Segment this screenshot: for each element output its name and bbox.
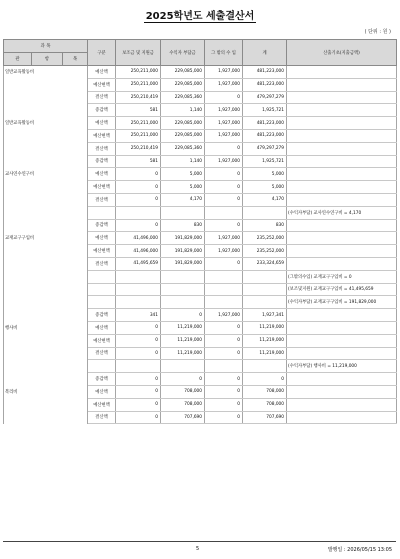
- category-cell: [4, 142, 88, 155]
- table-row: [4, 347, 397, 360]
- table-row: [4, 321, 397, 334]
- other-income-cell: 0: [205, 321, 243, 334]
- category-cell: [4, 296, 88, 309]
- header-hang: 항: [32, 53, 63, 66]
- total-cell: 11,219,000: [243, 321, 287, 334]
- kind-cell: 예산현액: [88, 334, 116, 347]
- other-income-cell: 0: [205, 142, 243, 155]
- kind-cell: 증감액: [88, 104, 116, 117]
- kind-cell: 결산액: [88, 142, 116, 155]
- expenditure-settlement-table: [3, 39, 397, 424]
- grant-cell: 0: [116, 181, 161, 194]
- kind-cell: 예산현액: [88, 129, 116, 142]
- other-income-cell: 1,927,000: [205, 117, 243, 130]
- table-row: [4, 181, 397, 194]
- table-row: [4, 296, 397, 309]
- beneficiary-cell: 191,829,000: [161, 245, 205, 258]
- kind-cell: 결산액: [88, 347, 116, 360]
- basis-cell: [287, 129, 397, 142]
- category-cell: 행사비: [4, 321, 88, 334]
- other-income-cell: 1,927,000: [205, 104, 243, 117]
- kind-cell: 결산액: [88, 411, 116, 424]
- category-cell: 복리비: [4, 385, 88, 398]
- table-row: [4, 142, 397, 155]
- grant-cell: 0: [116, 398, 161, 411]
- table-row: [4, 66, 397, 79]
- beneficiary-cell: 4,170: [161, 193, 205, 206]
- total-cell: [243, 360, 287, 373]
- other-income-cell: 0: [205, 91, 243, 104]
- beneficiary-cell: 229,085,000: [161, 129, 205, 142]
- category-cell: [4, 155, 88, 168]
- basis-cell: (보조및지원) 교재교구구입비 = 41,495,659: [287, 283, 397, 296]
- kind-cell: 결산액: [88, 193, 116, 206]
- table-row: [4, 193, 397, 206]
- total-cell: 11,219,000: [243, 334, 287, 347]
- category-cell: [4, 245, 88, 258]
- beneficiary-cell: 1,140: [161, 104, 205, 117]
- grant-cell: 0: [116, 373, 161, 386]
- basis-cell: [287, 91, 397, 104]
- table-row: [4, 91, 397, 104]
- total-cell: 1,925,721: [243, 104, 287, 117]
- other-income-cell: 1,927,000: [205, 66, 243, 79]
- kind-cell: 증감액: [88, 373, 116, 386]
- beneficiary-cell: 229,085,360: [161, 91, 205, 104]
- category-cell: [4, 270, 88, 283]
- header-category: 과 목: [4, 40, 88, 53]
- kind-cell: 예산현액: [88, 245, 116, 258]
- other-income-cell: 0: [205, 347, 243, 360]
- beneficiary-cell: [161, 206, 205, 219]
- basis-cell: [287, 66, 397, 79]
- header-other-income: 그 밖의 수 입: [205, 40, 243, 66]
- category-cell: [4, 257, 88, 270]
- kind-cell: 예산액: [88, 168, 116, 181]
- grant-cell: 0: [116, 385, 161, 398]
- basis-cell: [287, 168, 397, 181]
- beneficiary-cell: 229,085,360: [161, 142, 205, 155]
- beneficiary-cell: [161, 360, 205, 373]
- grant-cell: 0: [116, 219, 161, 232]
- document-title: [0, 7, 400, 22]
- grant-cell: 0: [116, 193, 161, 206]
- header-basis: 산출기초(지출금액): [287, 40, 397, 66]
- category-cell: [4, 398, 88, 411]
- table-row: [4, 411, 397, 424]
- total-cell: 479,297,279: [243, 142, 287, 155]
- category-cell: [4, 104, 88, 117]
- table-row: [4, 245, 397, 258]
- beneficiary-cell: 5,000: [161, 181, 205, 194]
- total-cell: [243, 206, 287, 219]
- other-income-cell: 0: [205, 193, 243, 206]
- total-cell: 0: [243, 373, 287, 386]
- kind-cell: [88, 283, 116, 296]
- total-cell: 708,000: [243, 398, 287, 411]
- other-income-cell: 0: [205, 398, 243, 411]
- table-row: [4, 104, 397, 117]
- other-income-cell: 1,927,000: [205, 78, 243, 91]
- basis-cell: [287, 155, 397, 168]
- table-row: [4, 385, 397, 398]
- total-cell: [243, 283, 287, 296]
- header-kind: 구분: [88, 40, 116, 66]
- category-cell: [4, 283, 88, 296]
- header-jang: 관: [4, 53, 32, 66]
- basis-cell: [287, 334, 397, 347]
- kind-cell: [88, 360, 116, 373]
- beneficiary-cell: 191,829,000: [161, 257, 205, 270]
- kind-cell: 예산현액: [88, 181, 116, 194]
- table-row: [4, 334, 397, 347]
- basis-cell: [287, 398, 397, 411]
- other-income-cell: [205, 296, 243, 309]
- other-income-cell: [205, 283, 243, 296]
- other-income-cell: 0: [205, 334, 243, 347]
- other-income-cell: 0: [205, 385, 243, 398]
- grant-cell: 250,210,419: [116, 91, 161, 104]
- basis-cell: [287, 245, 397, 258]
- grant-cell: 0: [116, 334, 161, 347]
- beneficiary-cell: 11,219,000: [161, 321, 205, 334]
- beneficiary-cell: 708,000: [161, 398, 205, 411]
- table-row: [4, 78, 397, 91]
- total-cell: 707,690: [243, 411, 287, 424]
- category-cell: [4, 411, 88, 424]
- table-row: [4, 117, 397, 130]
- header-grant: 보조금 및 지원금: [116, 40, 161, 66]
- category-cell: [4, 91, 88, 104]
- grant-cell: 0: [116, 321, 161, 334]
- grant-cell: [116, 283, 161, 296]
- category-cell: 일반교육활동비: [4, 66, 88, 79]
- other-income-cell: 1,927,000: [205, 309, 243, 322]
- basis-cell: (수익자부담) 교사연수연구비 = 4,170: [287, 206, 397, 219]
- category-cell: [4, 206, 88, 219]
- other-income-cell: 1,927,000: [205, 232, 243, 245]
- grant-cell: 341: [116, 309, 161, 322]
- total-cell: 5,000: [243, 181, 287, 194]
- table-row: [4, 283, 397, 296]
- beneficiary-cell: 229,085,000: [161, 117, 205, 130]
- grant-cell: 250,210,419: [116, 142, 161, 155]
- grant-cell: 250,211,000: [116, 66, 161, 79]
- basis-cell: (수익자부담) 행사비 = 11,219,000: [287, 360, 397, 373]
- basis-cell: [287, 193, 397, 206]
- beneficiary-cell: 830: [161, 219, 205, 232]
- other-income-cell: 0: [205, 181, 243, 194]
- grant-cell: [116, 206, 161, 219]
- basis-cell: [287, 309, 397, 322]
- grant-cell: 41,495,659: [116, 257, 161, 270]
- grant-cell: 41,496,000: [116, 245, 161, 258]
- total-cell: 481,223,000: [243, 117, 287, 130]
- beneficiary-cell: [161, 270, 205, 283]
- category-cell: [4, 360, 88, 373]
- table-row: [4, 219, 397, 232]
- grant-cell: [116, 296, 161, 309]
- other-income-cell: 0: [205, 373, 243, 386]
- total-cell: [243, 270, 287, 283]
- other-income-cell: [205, 206, 243, 219]
- kind-cell: 증감액: [88, 155, 116, 168]
- table-row: [4, 206, 397, 219]
- category-cell: 일반교육활동비: [4, 117, 88, 130]
- beneficiary-cell: 0: [161, 373, 205, 386]
- header-mok: 목: [63, 53, 88, 66]
- basis-cell: [287, 219, 397, 232]
- kind-cell: 예산액: [88, 66, 116, 79]
- table-body: [4, 66, 397, 424]
- grant-cell: 250,211,000: [116, 117, 161, 130]
- other-income-cell: [205, 270, 243, 283]
- basis-cell: (그밖의수입) 교재교구구입비 = 0: [287, 270, 397, 283]
- page-number: 5: [196, 546, 200, 552]
- beneficiary-cell: 229,085,000: [161, 66, 205, 79]
- basis-cell: [287, 117, 397, 130]
- beneficiary-cell: 707,690: [161, 411, 205, 424]
- total-cell: 708,000: [243, 385, 287, 398]
- basis-cell: [287, 104, 397, 117]
- grant-cell: 0: [116, 411, 161, 424]
- total-cell: 481,223,000: [243, 78, 287, 91]
- kind-cell: [88, 296, 116, 309]
- table-row: [4, 129, 397, 142]
- total-cell: 1,925,721: [243, 155, 287, 168]
- table-row: [4, 309, 397, 322]
- table-row: [4, 257, 397, 270]
- category-cell: [4, 219, 88, 232]
- total-cell: [243, 296, 287, 309]
- total-cell: 481,223,000: [243, 66, 287, 79]
- total-cell: 830: [243, 219, 287, 232]
- basis-cell: [287, 181, 397, 194]
- kind-cell: 예산액: [88, 385, 116, 398]
- other-income-cell: [205, 360, 243, 373]
- other-income-cell: 1,927,000: [205, 155, 243, 168]
- beneficiary-cell: 229,085,000: [161, 78, 205, 91]
- grant-cell: 250,211,000: [116, 78, 161, 91]
- beneficiary-cell: 708,000: [161, 385, 205, 398]
- kind-cell: 예산현액: [88, 78, 116, 91]
- total-cell: 235,252,000: [243, 232, 287, 245]
- category-cell: [4, 334, 88, 347]
- category-cell: [4, 78, 88, 91]
- beneficiary-cell: [161, 296, 205, 309]
- basis-cell: [287, 347, 397, 360]
- basis-cell: [287, 232, 397, 245]
- other-income-cell: 0: [205, 411, 243, 424]
- grant-cell: 250,211,000: [116, 129, 161, 142]
- unit-label: ( 단위 : 원 ): [364, 29, 391, 35]
- other-income-cell: 1,927,000: [205, 245, 243, 258]
- kind-cell: 결산액: [88, 257, 116, 270]
- table-row: [4, 373, 397, 386]
- grant-cell: 0: [116, 168, 161, 181]
- basis-cell: [287, 142, 397, 155]
- basis-cell: [287, 78, 397, 91]
- issued-date: 발행일 : 2026/05/15 13:05: [327, 547, 392, 553]
- beneficiary-cell: 5,000: [161, 168, 205, 181]
- category-cell: [4, 373, 88, 386]
- category-cell: 교사연수연구비: [4, 168, 88, 181]
- total-cell: 5,000: [243, 168, 287, 181]
- table-row: [4, 360, 397, 373]
- other-income-cell: 0: [205, 257, 243, 270]
- category-cell: [4, 181, 88, 194]
- kind-cell: [88, 270, 116, 283]
- beneficiary-cell: [161, 283, 205, 296]
- basis-cell: [287, 321, 397, 334]
- basis-cell: [287, 411, 397, 424]
- footer-divider: [3, 541, 396, 542]
- category-cell: [4, 347, 88, 360]
- category-cell: [4, 309, 88, 322]
- table-row: [4, 155, 397, 168]
- basis-cell: [287, 257, 397, 270]
- basis-cell: [287, 373, 397, 386]
- table-row: [4, 168, 397, 181]
- table-row: [4, 232, 397, 245]
- total-cell: 479,297,279: [243, 91, 287, 104]
- basis-cell: (수익자부담) 교재교구구입비 = 191,829,000: [287, 296, 397, 309]
- beneficiary-cell: 11,219,000: [161, 334, 205, 347]
- beneficiary-cell: 1,140: [161, 155, 205, 168]
- kind-cell: 예산액: [88, 117, 116, 130]
- kind-cell: 결산액: [88, 91, 116, 104]
- kind-cell: 예산현액: [88, 398, 116, 411]
- other-income-cell: 1,927,000: [205, 129, 243, 142]
- beneficiary-cell: 0: [161, 309, 205, 322]
- grant-cell: [116, 270, 161, 283]
- grant-cell: [116, 360, 161, 373]
- document-title-text: 2025학년도 세출결산서: [145, 11, 255, 22]
- table-row: [4, 270, 397, 283]
- grant-cell: 0: [116, 347, 161, 360]
- basis-cell: [287, 385, 397, 398]
- grant-cell: 581: [116, 104, 161, 117]
- kind-cell: [88, 206, 116, 219]
- beneficiary-cell: 191,829,000: [161, 232, 205, 245]
- category-cell: [4, 193, 88, 206]
- total-cell: 4,170: [243, 193, 287, 206]
- header-beneficiary: 수익자 부담금: [161, 40, 205, 66]
- other-income-cell: 0: [205, 168, 243, 181]
- other-income-cell: 0: [205, 219, 243, 232]
- table-row: [4, 398, 397, 411]
- header-total: 계: [243, 40, 287, 66]
- kind-cell: 예산액: [88, 232, 116, 245]
- kind-cell: 예산액: [88, 321, 116, 334]
- category-cell: 교재교구구입비: [4, 232, 88, 245]
- kind-cell: 증감액: [88, 309, 116, 322]
- beneficiary-cell: 11,219,000: [161, 347, 205, 360]
- grant-cell: 41,496,000: [116, 232, 161, 245]
- total-cell: 11,219,000: [243, 347, 287, 360]
- total-cell: 481,223,000: [243, 129, 287, 142]
- total-cell: 233,324,659: [243, 257, 287, 270]
- category-cell: [4, 129, 88, 142]
- total-cell: 1,927,341: [243, 309, 287, 322]
- total-cell: 235,252,000: [243, 245, 287, 258]
- kind-cell: 증감액: [88, 219, 116, 232]
- grant-cell: 581: [116, 155, 161, 168]
